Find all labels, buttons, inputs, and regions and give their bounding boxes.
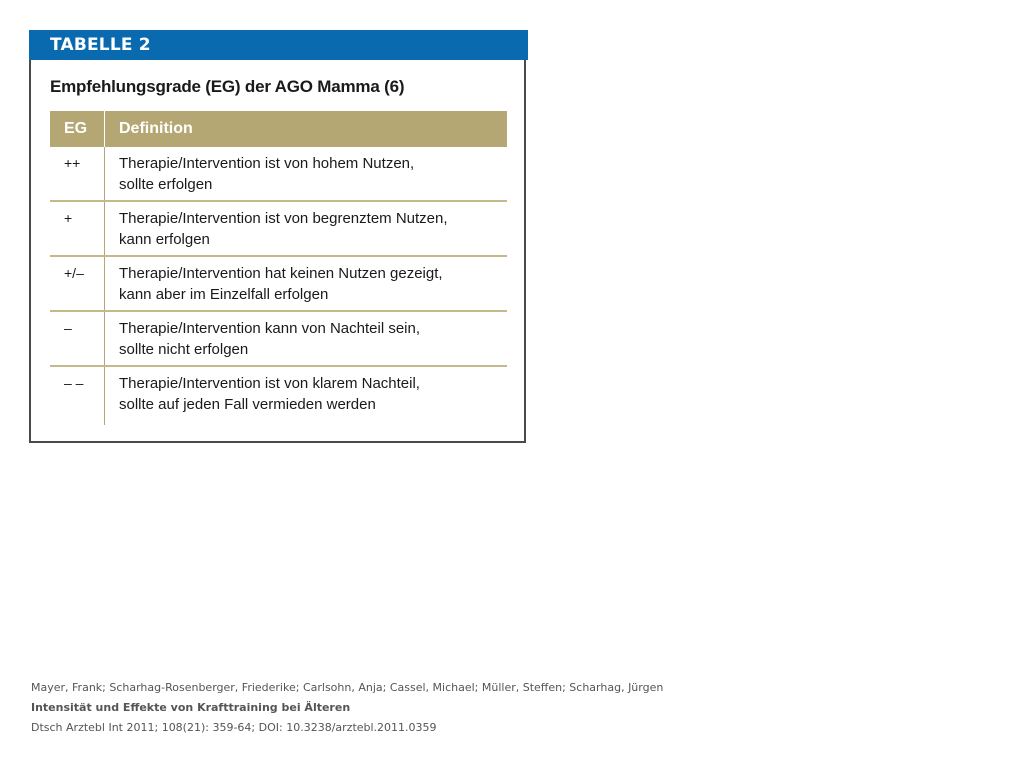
definition-line: Therapie/Intervention kann von Nachteil sein,	[119, 320, 421, 337]
definition-line: Therapie/Intervention hat keinen Nutzen gezeigt,	[119, 265, 443, 282]
table-row	[50, 147, 507, 202]
table-row	[50, 202, 507, 257]
row-grade: +	[50, 202, 105, 255]
row-definition	[105, 312, 507, 365]
row-grade: – –	[50, 367, 105, 425]
row-grade: ++	[50, 147, 105, 200]
row-definition	[105, 257, 507, 310]
header-definition: Definition	[119, 120, 193, 137]
row-grade: +/–	[50, 257, 105, 310]
table-banner: TABELLE 2	[29, 30, 528, 60]
table-title: Empfehlungsgrade (EG) der AGO Mamma (6)	[50, 77, 405, 96]
citation-authors: Mayer, Frank; Scharhag-Rosenberger, Friederike; Carlsohn, Anja; Cassel, Michael; Müller, Steffen; Scharhag, Jürgen	[31, 681, 664, 694]
row-grade: –	[50, 312, 105, 365]
citation	[31, 678, 663, 738]
citation-source: Dtsch Arztebl Int 2011; 108(21): 359-64; DOI: 10.3238/arztebl.2011.0359	[31, 721, 437, 734]
row-definition	[105, 147, 507, 200]
definition-line: kann aber im Einzelfall erfolgen	[119, 286, 329, 303]
definition-line: kann erfolgen	[119, 231, 210, 248]
recommendation-grades-table	[50, 111, 507, 425]
row-definition	[105, 367, 507, 425]
row-definition	[105, 202, 507, 255]
definition-line: Therapie/Intervention ist von klarem Nachteil,	[119, 375, 420, 392]
table-row	[50, 312, 507, 367]
citation-title: Intensität und Effekte von Krafttraining bei Älteren	[31, 701, 351, 714]
table-row	[50, 367, 507, 425]
table-figure	[29, 30, 526, 443]
table-row	[50, 257, 507, 312]
header-eg: EG	[50, 111, 105, 147]
definition-line: Therapie/Intervention ist von hohem Nutzen,	[119, 155, 415, 172]
definition-line: sollte auf jeden Fall vermieden werden	[119, 396, 376, 413]
definition-line: sollte erfolgen	[119, 176, 213, 193]
definition-line: Therapie/Intervention ist von begrenztem Nutzen,	[119, 210, 448, 227]
table-header-row	[50, 111, 507, 147]
definition-line: sollte nicht erfolgen	[119, 341, 249, 358]
